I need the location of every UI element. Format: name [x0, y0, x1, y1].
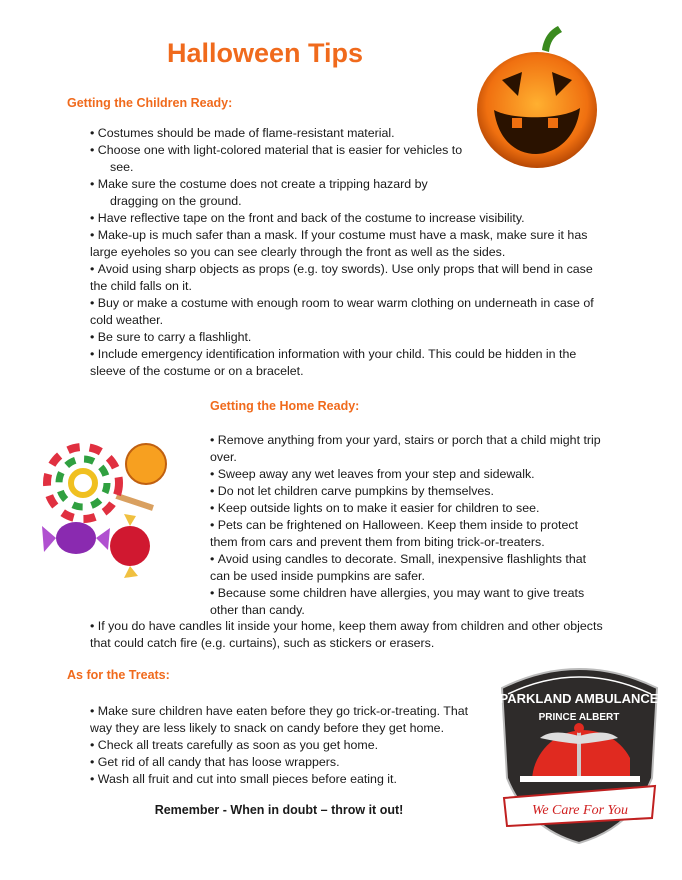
home-list: [210, 432, 605, 619]
logo-line1: PARKLAND AMBULANCE: [499, 691, 659, 706]
list-item: • Sweep away any wet leaves from your step and sidewalk.: [210, 466, 605, 483]
list-item: • Remove anything from your yard, stairs or porch that a child might trip over.: [210, 432, 605, 466]
list-item: • Keep outside lights on to make it easier for children to see.: [210, 500, 605, 517]
list-item: • Do not let children carve pumpkins by themselves.: [210, 483, 605, 500]
list-item: • Be sure to carry a flashlight.: [90, 329, 610, 346]
remember-note: Remember - When in doubt – throw it out!: [154, 803, 404, 817]
list-item: • Costumes should be made of flame-resistant material.: [90, 125, 610, 142]
page-title: Halloween Tips: [166, 38, 364, 68]
list-item: • Because some children have allergies, you may want to give treats other than candy.: [210, 585, 605, 619]
list-item: • Make sure children have eaten before they go trick-or-treating. That way they are less likely to snack on candy before they get home.: [90, 703, 490, 737]
list-item: • Check all treats carefully as soon as you get home.: [90, 737, 490, 754]
home-heading: Getting the Home Ready:: [210, 399, 360, 413]
candy-icon: [38, 438, 173, 583]
list-item: • Choose one with light-colored material that is easier for vehicles to see.: [90, 142, 480, 176]
children-heading: Getting the Children Ready:: [67, 96, 233, 110]
list-item: • Buy or make a costume with enough room to wear warm clothing on underneath in case of cold weather.: [90, 295, 610, 329]
list-item: • Avoid using sharp objects as props (e.g. toy swords). Use only props that will bend in case the child falls on it.: [90, 261, 610, 295]
treats-list: [90, 703, 490, 788]
parkland-ambulance-logo: [492, 658, 667, 846]
list-item: • Wash all fruit and cut into small pieces before eating it.: [90, 771, 490, 788]
logo-line2: PRINCE ALBERT: [538, 712, 620, 723]
list-item: • Include emergency identification information with your child. This could be hidden in the sleeve of the costume or on a bracelet.: [90, 346, 610, 380]
list-item: • Avoid using candles to decorate. Small, inexpensive flashlights that can be used inside pumpkins are safer.: [210, 551, 605, 585]
list-item: • If you do have candles lit inside your home, keep them away from children and other objects that could catch fire (e.g. curtains), such as stickers or erasers.: [90, 618, 605, 652]
logo-slogan: We Care For You: [531, 803, 629, 818]
home-wide-list: [90, 618, 605, 652]
list-item: • Get rid of all candy that has loose wrappers.: [90, 754, 490, 771]
list-item: • Pets can be frightened on Halloween. Keep them inside to protect them from cars and prevent them from biting trick-or-treaters.: [210, 517, 605, 551]
list-item: • Make-up is much safer than a mask. If your costume must have a mask, make sure it has large eyeholes so you can see clearly through the front as well as the sides.: [90, 227, 610, 261]
list-item: • Have reflective tape on the front and back of the costume to increase visibility.: [90, 210, 610, 227]
list-item: • Make sure the costume does not create a tripping hazard by dragging on the ground.: [90, 176, 460, 210]
children-list: [90, 125, 610, 380]
treats-heading: As for the Treats:: [67, 668, 170, 682]
